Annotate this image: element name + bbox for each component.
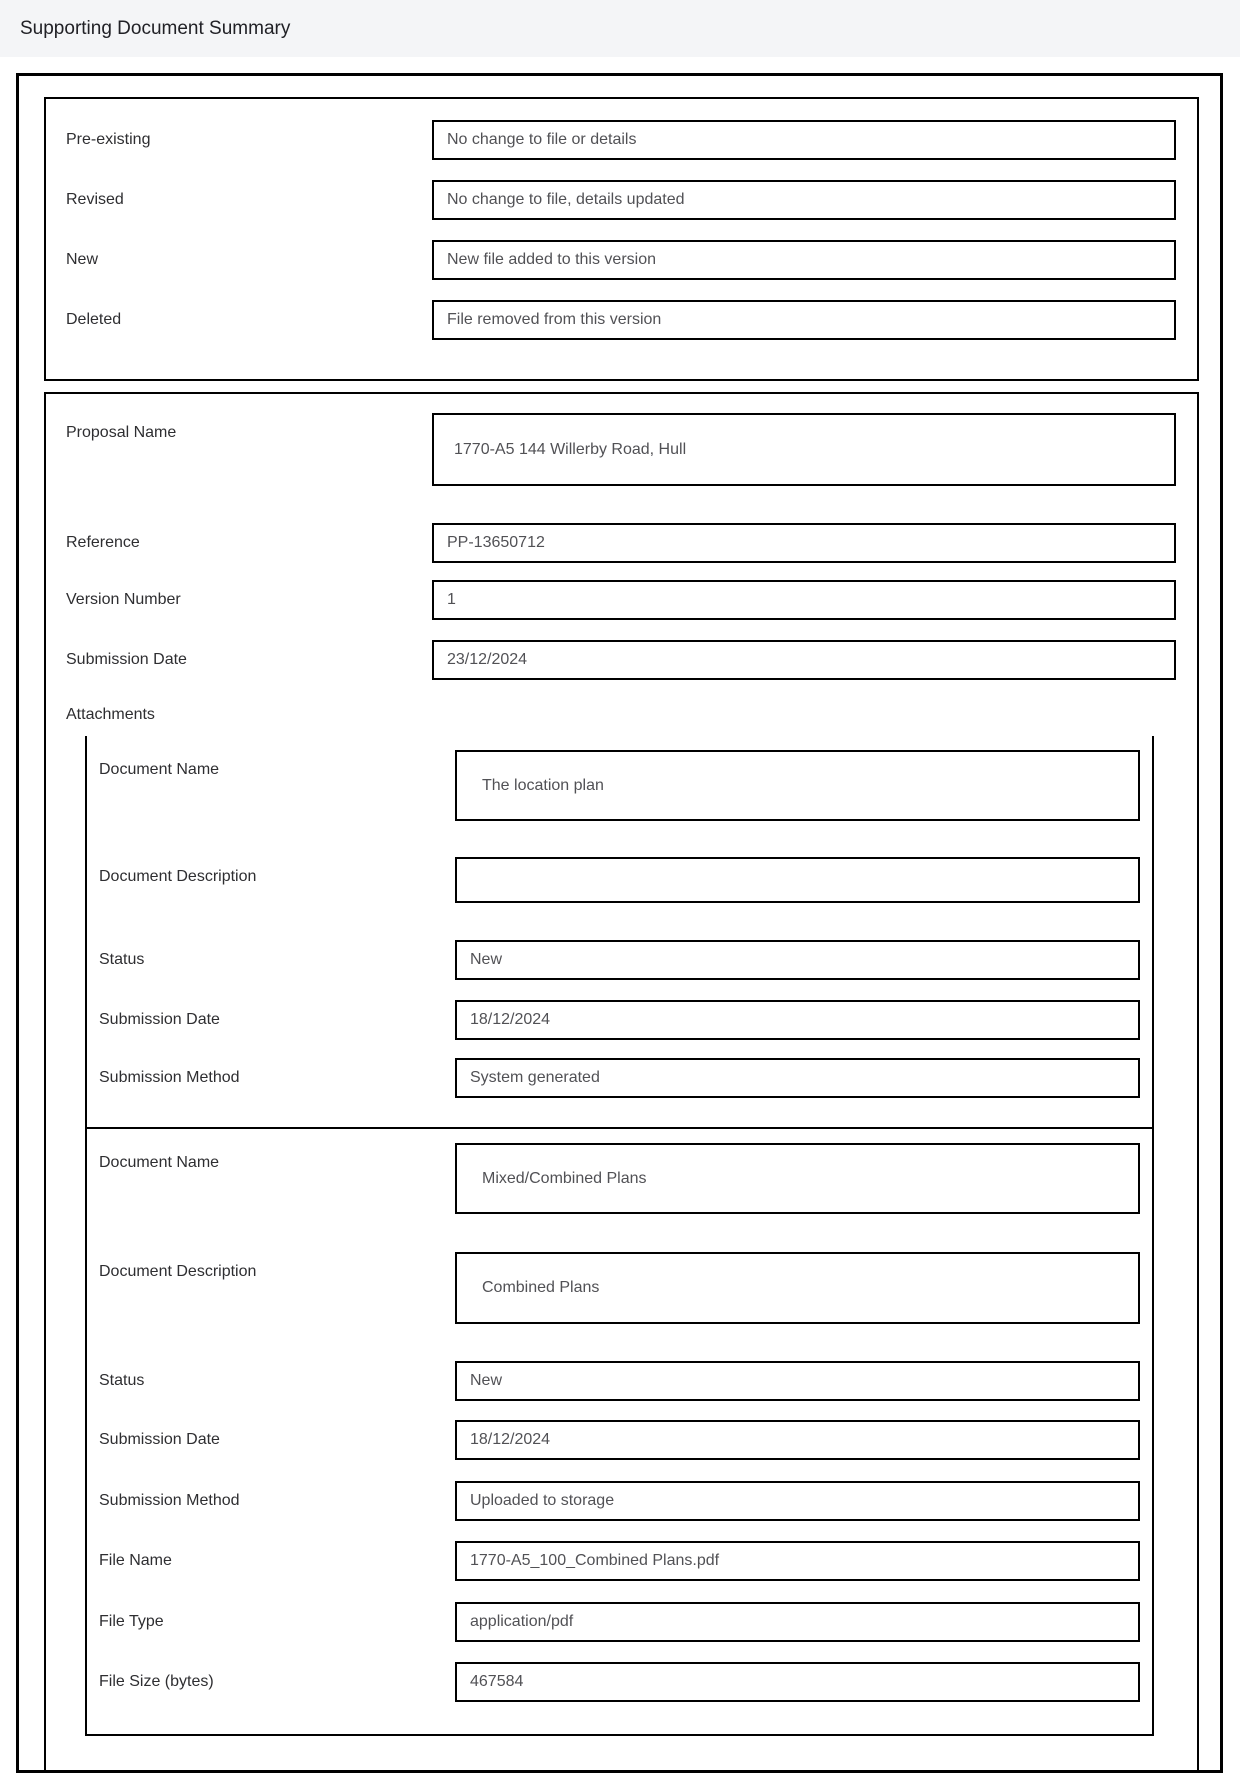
field-value-box <box>455 1361 1140 1401</box>
field-row-submission-method <box>99 1058 1140 1098</box>
field-label: Document Description <box>99 868 257 885</box>
field-value: 1770-A5_100_Combined Plans.pdf <box>470 1552 720 1569</box>
page-header <box>0 0 1240 57</box>
field-value-box <box>432 240 1176 280</box>
field-label: Pre-existing <box>66 131 151 148</box>
field-value: No change to file, details updated <box>447 191 685 208</box>
field-value-box <box>432 413 1176 486</box>
field-label: Proposal Name <box>66 424 177 441</box>
field-label: New <box>66 251 99 268</box>
field-label: Submission Date <box>66 651 187 668</box>
field-row-file-name <box>99 1541 1140 1581</box>
field-label: File Name <box>99 1552 172 1569</box>
field-label: Submission Method <box>99 1492 240 1509</box>
page-title: Supporting Document Summary <box>20 17 291 39</box>
field-row-document-name <box>99 750 1140 821</box>
legend-row <box>66 180 1176 220</box>
field-value: 1 <box>447 591 456 608</box>
field-value-box <box>455 1541 1140 1581</box>
legend-section <box>44 97 1199 381</box>
field-label: Revised <box>66 191 124 208</box>
attachment-block <box>87 736 1152 1127</box>
legend-row <box>66 120 1176 160</box>
field-label: Document Description <box>99 1263 257 1280</box>
legend-row <box>66 300 1176 340</box>
field-value: 1770-A5 144 Willerby Road, Hull <box>454 440 687 458</box>
field-value: File removed from this version <box>447 311 662 328</box>
field-value: No change to file or details <box>447 131 637 148</box>
field-value: System generated <box>470 1069 600 1086</box>
field-row-document-description <box>99 857 1140 903</box>
field-row-version-number <box>66 580 1176 620</box>
field-row-submission-date <box>99 1420 1140 1460</box>
field-label: Version Number <box>66 591 181 608</box>
field-value-box <box>432 523 1176 563</box>
field-value-box <box>432 120 1176 160</box>
field-label: Deleted <box>66 311 122 328</box>
field-value: Uploaded to storage <box>470 1492 615 1509</box>
field-row-status <box>99 1361 1140 1401</box>
field-value-box <box>455 1420 1140 1460</box>
field-label: Status <box>99 1372 145 1389</box>
field-value: New file added to this version <box>447 251 656 268</box>
field-value-box <box>455 1481 1140 1521</box>
proposal-section <box>44 392 1199 1772</box>
field-value: New <box>470 1372 503 1389</box>
field-value: 467584 <box>470 1673 524 1690</box>
field-value: The location plan <box>482 776 604 794</box>
field-row-status <box>99 940 1140 980</box>
field-label: Submission Date <box>99 1431 220 1448</box>
field-row-submission-date <box>66 640 1176 680</box>
field-value: PP-13650712 <box>447 534 545 551</box>
field-value: Combined Plans <box>482 1279 600 1296</box>
legend-row <box>66 240 1176 280</box>
attachment-block <box>87 1127 1152 1734</box>
field-row-reference <box>66 523 1176 563</box>
field-label: Status <box>99 951 145 968</box>
field-row-file-type <box>99 1602 1140 1642</box>
field-value: 23/12/2024 <box>447 651 528 668</box>
attachments-container <box>85 736 1154 1736</box>
field-value: 18/12/2024 <box>470 1011 551 1028</box>
field-value-box <box>455 1000 1140 1040</box>
field-label: File Type <box>99 1613 164 1630</box>
field-value-box <box>455 750 1140 821</box>
field-value: Mixed/Combined Plans <box>482 1169 647 1187</box>
field-label: Document Name <box>99 761 220 778</box>
field-value-box <box>432 180 1176 220</box>
field-value-box <box>432 300 1176 340</box>
field-row-submission-method <box>99 1481 1140 1521</box>
field-value-box <box>455 1602 1140 1642</box>
field-value-box <box>455 940 1140 980</box>
field-value: 18/12/2024 <box>470 1431 551 1448</box>
field-value-box <box>455 1252 1140 1324</box>
outer-container <box>16 73 1223 1773</box>
field-label: Document Name <box>99 1154 220 1171</box>
field-label: Submission Date <box>99 1011 220 1028</box>
field-label: File Size (bytes) <box>99 1673 214 1690</box>
field-row-document-name <box>99 1143 1140 1214</box>
field-value: New <box>470 951 503 968</box>
field-row-proposal-name <box>66 413 1176 486</box>
field-value-box <box>455 1058 1140 1098</box>
field-value-box <box>432 580 1176 620</box>
attachments-section-label: Attachments <box>66 706 155 723</box>
field-row-submission-date <box>99 1000 1140 1040</box>
field-value-box <box>455 1143 1140 1214</box>
field-value-box <box>455 1662 1140 1702</box>
field-row-document-description <box>99 1252 1140 1324</box>
field-label: Submission Method <box>99 1069 240 1086</box>
field-label: Reference <box>66 534 140 551</box>
field-value: application/pdf <box>470 1613 574 1630</box>
field-row-file-size <box>99 1662 1140 1702</box>
field-value-box <box>455 857 1140 903</box>
field-value-box <box>432 640 1176 680</box>
